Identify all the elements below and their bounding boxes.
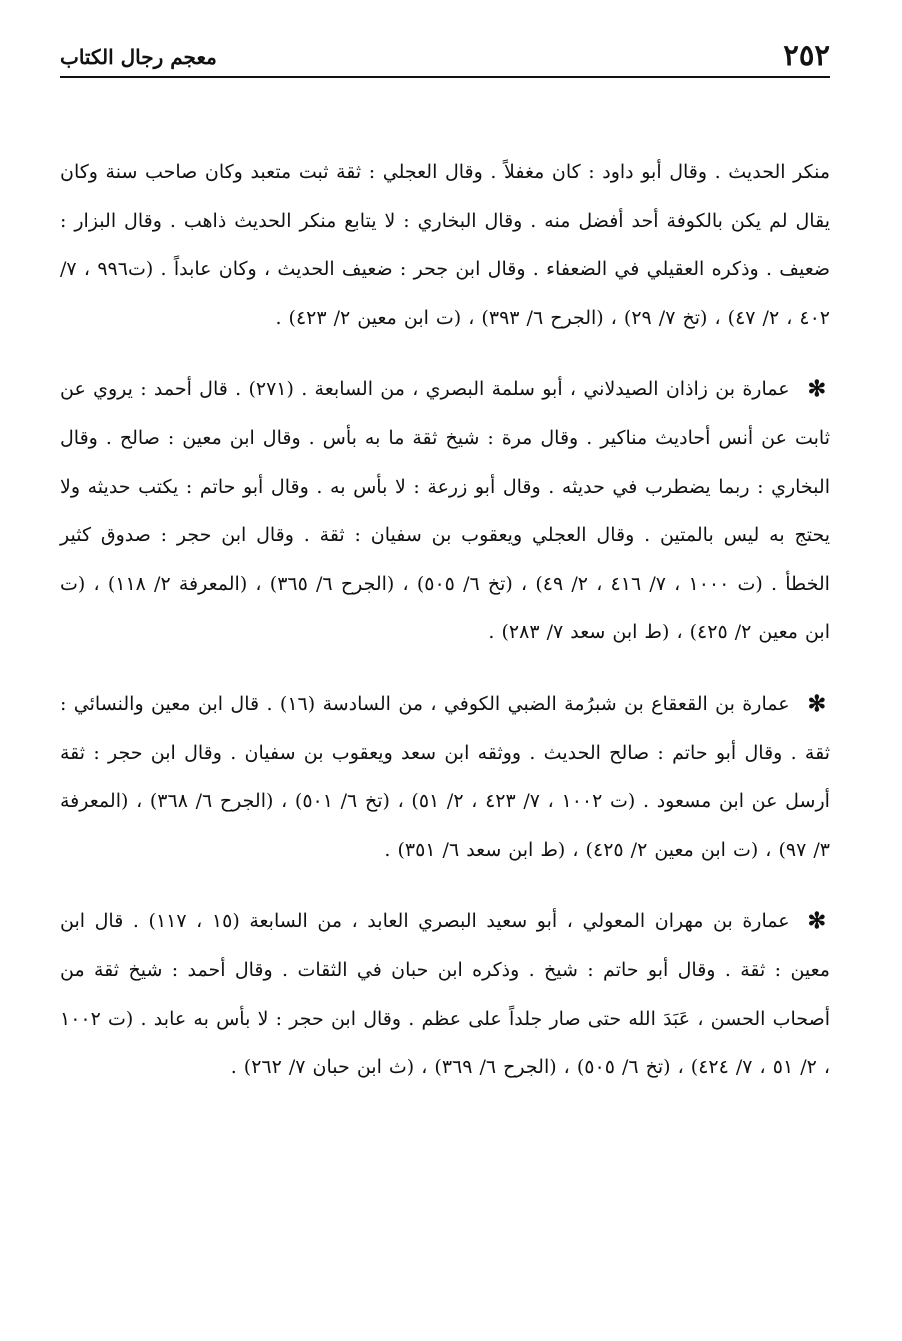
book-page: [60, 36, 830, 1236]
page-body: [60, 148, 830, 1114]
page-header: [60, 36, 830, 78]
running-title: معجم رجال الكتاب: [60, 45, 217, 69]
narrator-entry: [60, 896, 830, 1091]
paragraph-text: عمارة بن مهران المعولي ، أبو سعيد البصري العابد ، من السابعة (١٥ ، ١١٧) . قال ابن معين : ثقة . وقال أبو حاتم : شيخ . وذكره ابن حبان في الثقات . وقال أحمد : شيخ ثقة من أصحاب الحسن ، عَبَدَ الله حتى صار جلداً على عظم . وقال ابن حجر : لا بأس به عابد . (ت ١٠٠٢ ، ٢/ ٥١ ، ٧/ ٤٢٤) ، (تخ ٦/ ٥٠٥) ، (الجرح ٦/ ٣٦٩) ، (ث ابن حبان ٧/ ٢٦٢) .: [60, 910, 830, 1079]
entry-star-icon: ✻: [807, 908, 827, 935]
paragraph-text: عمارة بن القعقاع بن شبرُمة الضبي الكوفي ، من السادسة (١٦) . قال ابن معين والنسائي : ثقة . وقال أبو حاتم : صالح الحديث . ووثقه ابن سعد ويعقوب بن سفيان . وقال ابن حجر : ثقة أرسل عن ابن مسعود . (ت ١٠٠٢ ، ٧/ ٤٢٣ ، ٢/ ٥١) ، (تخ ٦/ ٥٠١) ، (الجرح ٦/ ٣٦٨) ، (المعرفة ٣/ ٩٧) ، (ت ابن معين ٢/ ٤٢٥) ، (ط ابن سعد ٦/ ٣٥١) .: [60, 692, 830, 861]
entry-star-icon: ✻: [807, 376, 826, 403]
paragraph-text: عمارة بن زاذان الصيدلاني ، أبو سلمة البصري ، من السابعة . (٢٧١) . قال أحمد : يروي عن ثابت عن أنس أحاديث مناكير . وقال مرة : شيخ ثقة ما به بأس . وقال ابن معين : صالح . وقال البخاري : ربما يضطرب في حديثه . وقال أبو زرعة : لا بأس به . وقال أبو حاتم : يكتب حديثه ولا يحتج به ليس بالمتين . وقال العجلي ويعقوب بن سفيان : ثقة . وقال ابن حجر : صدوق كثير الخطأ . (ت ١٠٠٠ ، ٧/ ٤١٦ ، ٢/ ٤٩) ، (تخ ٦/ ٥٠٥) ، (الجرح ٦/ ٣٦٥) ، (المعرفة ٢/ ١١٨) ، (ت ابن معين ٢/ ٤٢٥) ، (ط ابن سعد ٧/ ٢٨٣) .: [60, 378, 830, 644]
page-number: ٢٥٢: [783, 38, 830, 72]
paragraph-text: منكر الحديث . وقال أبو داود : كان مغفلاً . وقال العجلي : ثقة ثبت متعبد وكان صاحب سنة وكان يقال لم يكن بالكوفة أحد أفضل منه . وقال البخاري : لا يتابع منكر الحديث ذاهب . وقال البزار : ضعيف . وذكره العقيلي في الضعفاء . وقال ابن جحر : ضعيف الحديث ، وكان عابداً . (ت٩٩٦ ، ٧/ ٤٠٢ ، ٢/ ٤٧) ، (تخ ٧/ ٢٩) ، (الجرح ٦/ ٣٩٣) ، (ت ابن معين ٢/ ٤٢٣) .: [60, 161, 830, 329]
narrator-entry: [60, 364, 830, 657]
continued-entry-paragraph: [60, 148, 830, 342]
narrator-entry: [60, 679, 830, 874]
entry-star-icon: ✻: [807, 690, 826, 717]
